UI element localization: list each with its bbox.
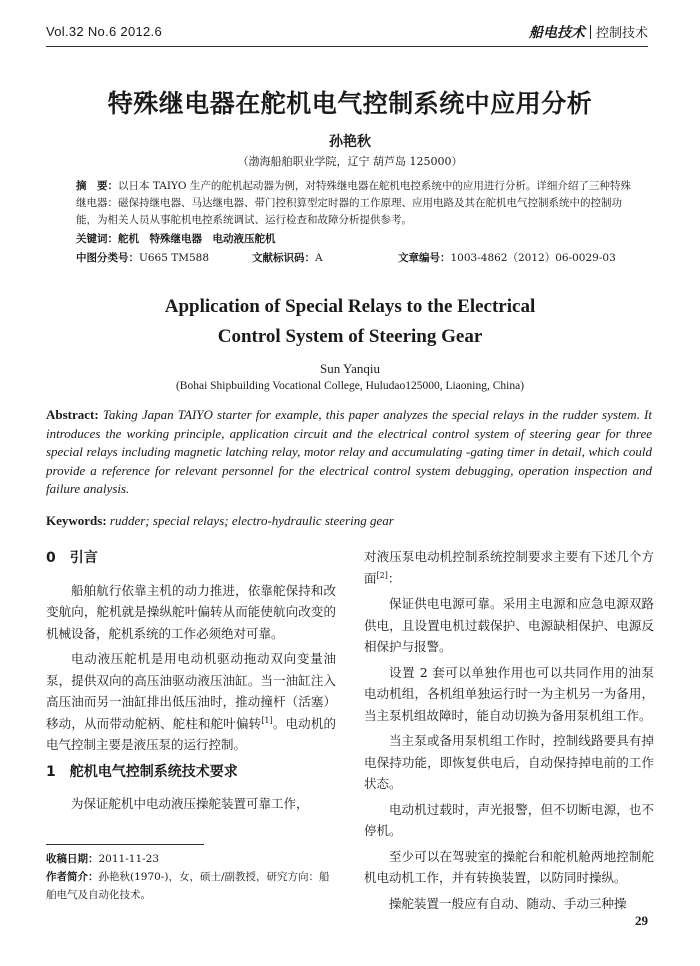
- english-keywords-label: Keywords:: [46, 513, 107, 528]
- document-code: [252, 250, 323, 265]
- doccode-label: 文献标识码：: [252, 252, 315, 264]
- requirement-overload-alarm: 电动机过载时，声光报警，但不切断电源，也不停机。: [364, 801, 654, 838]
- english-keywords: [46, 513, 652, 529]
- requirements-intro-tail: ：: [387, 570, 401, 586]
- english-abstract-text: Taking Japan TAIYO starter for example, this paper analyzes the special relays in the rudder system. It introduces the working principle, application circuit and the electrical control system of steering gear for three special relays including magnetic latching relay, motor relay and accumulating -gating timer in detail, which could provide a reference for relevant personnel for the electrical control system debugging, operation inspection and failure analysis.: [46, 407, 653, 496]
- english-title-line-1: Application of Special Relays to the Electrical: [164, 296, 536, 317]
- english-abstract: [46, 406, 652, 499]
- author-bio-label: 作者简介：: [46, 871, 99, 883]
- chinese-keywords: [76, 231, 636, 246]
- column-name: 控制技术: [595, 26, 648, 41]
- author-bio: [46, 868, 336, 904]
- chinese-title: 特殊继电器在舵机电气控制系统中应用分析: [107, 89, 593, 118]
- author-bio-value: 孙艳秋(1970-)，女，硕士/副教授，研究方向：船舶电气及自动化技术。: [46, 871, 330, 901]
- chinese-keywords-label: 关键词：: [76, 233, 118, 245]
- chinese-affiliation: （渤海船舶职业学院，辽宁 葫芦岛 125000）: [237, 155, 463, 168]
- section-0-paragraph-1: 船舶航行依靠主机的动力推进，依靠舵保持和改变航向，舵机就是操纵舵叶偏转从而能使航向改变的机械设备，舵机系统的工作必须绝对可靠。: [46, 582, 336, 641]
- received-date: [46, 850, 336, 868]
- english-title-line-2: Control System of Steering Gear: [217, 326, 483, 347]
- section-0-heading: 0 引言: [46, 550, 98, 566]
- requirement-power-loss-hold: 当主泵或备用泵机组工作时，控制线路要具有掉电保持功能，即恢复供电后，自动保持掉电前的工作状态。: [364, 733, 654, 791]
- journal-name: 船电技术: [528, 25, 585, 41]
- body-left-column: [46, 548, 336, 819]
- journal-masthead: [529, 22, 648, 42]
- header-rule: [46, 46, 648, 47]
- section-1-paragraph-1: 为保证舵机中电动液压操舵装置可靠工作，: [71, 796, 309, 811]
- clc-value: U665 TM588: [139, 252, 210, 264]
- section-1-heading: 1 舵机电气控制系统技术要求: [46, 763, 238, 780]
- citation-2: [2]: [376, 570, 388, 580]
- chinese-abstract-text: 以日本 TAIYO 生产的舵机起动器为例，对特殊继电器在舵机电控系统中的应用进行分析。详细介绍了三种特殊继电器：磁保持继电器、马达继电器、带门控积算型定时器的工作原理、应用电路及其在舵机电气控制系统中的控制功能，为相关人员从事舵机电控系统调试、运行检查和故障分析提供参考。: [76, 180, 631, 226]
- chinese-keywords-text: 舵机 特殊继电器 电动液压舵机: [118, 233, 276, 245]
- section-0-paragraph-2-tail: 。电动机的电气控制主要是液压泵的运行控制。: [46, 715, 336, 752]
- english-author: Sun Yanqiu: [320, 361, 380, 376]
- body-right-column: [364, 546, 654, 918]
- doccode-value: A: [315, 252, 323, 264]
- received-label: 收稿日期：: [46, 853, 99, 865]
- requirement-dual-pumps: 设置 2 套可以单独作用也可以共同作用的油泵电动机组，各机组单独运行时一为主机另一为备用，当主泵机组故障时，能自动切换为备用泵机组工作。: [364, 664, 654, 723]
- footnote: [46, 850, 336, 904]
- clc-code: [76, 250, 209, 265]
- english-abstract-label: Abstract:: [46, 407, 99, 422]
- article-no-label: 文章编号：: [398, 252, 451, 264]
- article-no-value: 1003-4862（2012）06-0029-03: [450, 252, 616, 264]
- english-keywords-text: rudder; special relays; electro-hydraulic steering gear: [109, 513, 394, 528]
- requirement-two-location-control: 至少可以在驾驶室的操舵台和舵机舱两地控制舵机电动机工作，并有转换装置，以防同时操纵。: [364, 848, 654, 885]
- header-divider: [590, 25, 591, 39]
- citation-1: [1]: [261, 715, 273, 725]
- section-0-paragraph-2-text: 电动液压舵机是用电动机驱动拖动双向变量油泵，提供双向的高压油驱动液压油缸。当一油缸注入高压油而另一油缸排出低压油时，推动撞杆（活塞）移动，从而带动舵柄、舵柱和舵叶偏转: [46, 651, 336, 731]
- received-value: 2011-11-23: [98, 853, 160, 865]
- footnote-rule: [46, 844, 204, 845]
- page-number: 29: [635, 913, 648, 928]
- requirements-intro-text: 对液压泵电动机控制系统控制要求主要有下述几个方面: [364, 549, 654, 586]
- english-title: [0, 292, 700, 352]
- section-0-paragraph-2: [46, 648, 336, 756]
- clc-label: 中图分类号：: [76, 252, 139, 264]
- article-number: [398, 250, 616, 265]
- chinese-author: 孙艳秋: [329, 134, 371, 150]
- chinese-abstract: [76, 178, 636, 229]
- volume-info: Vol.32 No.6 2012.6: [46, 24, 162, 39]
- running-header: [46, 22, 648, 44]
- requirements-intro: [364, 546, 654, 589]
- requirement-steering-modes: 操舵装置一般应有自动、随动、手动三种操: [389, 895, 627, 911]
- chinese-abstract-label: 摘 要：: [76, 180, 118, 192]
- english-affiliation: (Bohai Shipbuilding Vocational College, Huludao125000, Liaoning, China): [175, 380, 525, 392]
- requirement-power-supply: 保证供电电源可靠。采用主电源和应急电源双路供电，且设置电机过载保护、电源缺相保护、电源反相保护与报警。: [364, 596, 654, 654]
